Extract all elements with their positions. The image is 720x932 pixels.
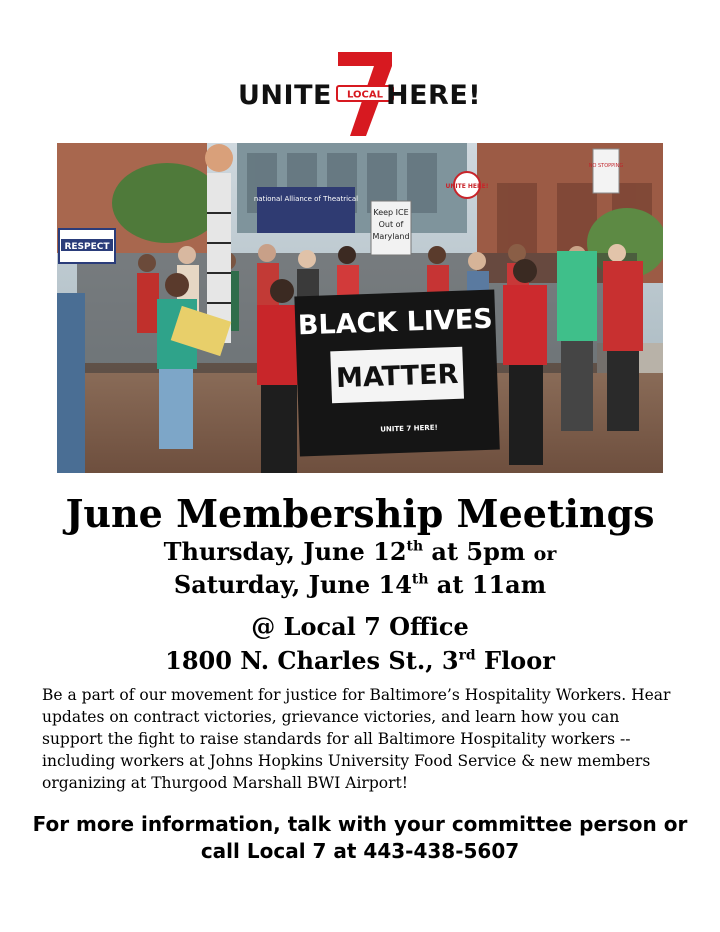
banner-line2: MATTER (335, 358, 459, 395)
event-description: Be a part of our movement for justice for Baltimore’s Hospitality Workers. Hear updates on contract victories, grievance victories, and learn how you can support the fight to raise standards for all Baltimore Hospitality workers -- including workers at Johns Hopkins University Food Service & new members organizing at Thurgood Marshall BWI Airport! (42, 686, 671, 792)
cta-line1: For more information, talk with your committee person or (32, 812, 688, 836)
address-prefix: 1800 N. Charles St., 3 (165, 646, 459, 675)
address-sup: rd (458, 647, 476, 664)
logo-word-here: HERE! (386, 80, 482, 111)
banner-tag: UNITE 7 HERE! (380, 423, 438, 434)
date1-prefix: Thursday, June 12 (163, 537, 407, 566)
sign-no-stopping: NO STOPPING (588, 163, 624, 169)
cta-line2-phone: call Local 7 at 443-438-5607 (200, 839, 520, 863)
event-date-saturday (0, 570, 720, 599)
date2-prefix: Saturday, June 14 (173, 570, 412, 599)
logo-word-unite: UNITE (238, 80, 332, 111)
event-address (0, 646, 720, 675)
date1-suffix: at 5pm (423, 537, 534, 566)
sign-theatrical: national Alliance of Theatrical (253, 195, 359, 203)
union-logo (238, 46, 484, 138)
date1-sup: th (406, 538, 424, 555)
banner-line1: BLACK LIVES (297, 303, 494, 342)
date2-suffix: at 11am (428, 570, 547, 599)
event-title: June Membership Meetings (65, 491, 655, 536)
address-suffix: Floor (475, 646, 555, 675)
sign-ice-line1: Keep ICE (373, 208, 409, 217)
event-date-thursday (0, 537, 720, 566)
sign-ice-line3: Maryland (372, 232, 410, 241)
rally-photo (57, 143, 663, 473)
sign-unite-round: UNITE HERE! (445, 183, 489, 190)
event-location: @ Local 7 Office (251, 612, 469, 641)
logo-local-badge: LOCAL (347, 89, 383, 101)
date-connector: or (533, 543, 557, 565)
sign-ice-line2: Out of (378, 220, 404, 229)
date2-sup: th (411, 571, 429, 588)
sign-respect: RESPECT (64, 242, 110, 252)
